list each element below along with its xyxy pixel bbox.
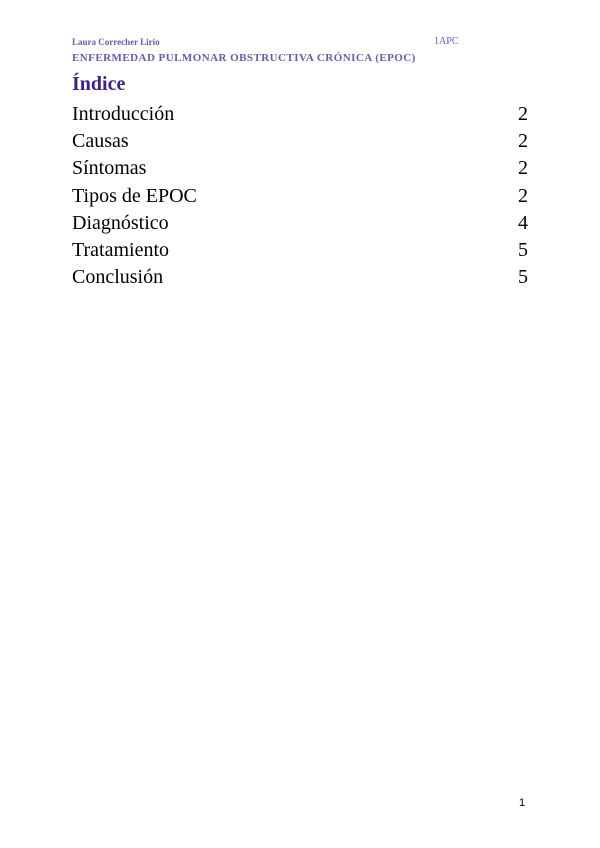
toc-entry-page: 2 — [518, 184, 528, 207]
toc-entry-title: Conclusión — [72, 266, 164, 289]
header-document-title: ENFERMEDAD PULMONAR OBSTRUCTIVA CRÓNICA (EPOC) — [72, 52, 416, 64]
toc-entry-sintomas[interactable] — [72, 157, 528, 184]
toc-entry-page: 5 — [518, 266, 528, 289]
toc-entry-page: 2 — [518, 157, 528, 180]
toc-entry-conclusion[interactable] — [72, 266, 528, 293]
toc-entry-title: Diagnóstico — [72, 211, 169, 234]
toc-entry-diagnostico[interactable] — [72, 212, 528, 239]
table-of-contents — [72, 103, 528, 293]
toc-entry-page: 2 — [518, 130, 528, 153]
toc-entry-title: Tipos de EPOC — [72, 184, 197, 207]
toc-entry-title: Causas — [72, 130, 129, 153]
toc-entry-introduccion[interactable] — [72, 103, 528, 130]
header-author: Laura Correcher Lirio — [72, 37, 160, 47]
toc-entry-page: 2 — [518, 103, 528, 125]
toc-entry-tipos-de-epoc[interactable] — [72, 185, 528, 212]
toc-entry-title: Introducción — [72, 103, 175, 125]
toc-entry-page: 5 — [518, 238, 528, 261]
toc-entry-tratamiento[interactable] — [72, 239, 528, 266]
index-heading: Índice — [72, 73, 126, 95]
toc-entry-page: 4 — [518, 211, 528, 234]
toc-entry-causas[interactable] — [72, 130, 528, 157]
page-number: 1 — [519, 797, 526, 809]
toc-entry-title: Tratamiento — [72, 238, 170, 261]
header-course: 1APC — [434, 36, 459, 47]
toc-entry-title: Síntomas — [72, 157, 147, 180]
